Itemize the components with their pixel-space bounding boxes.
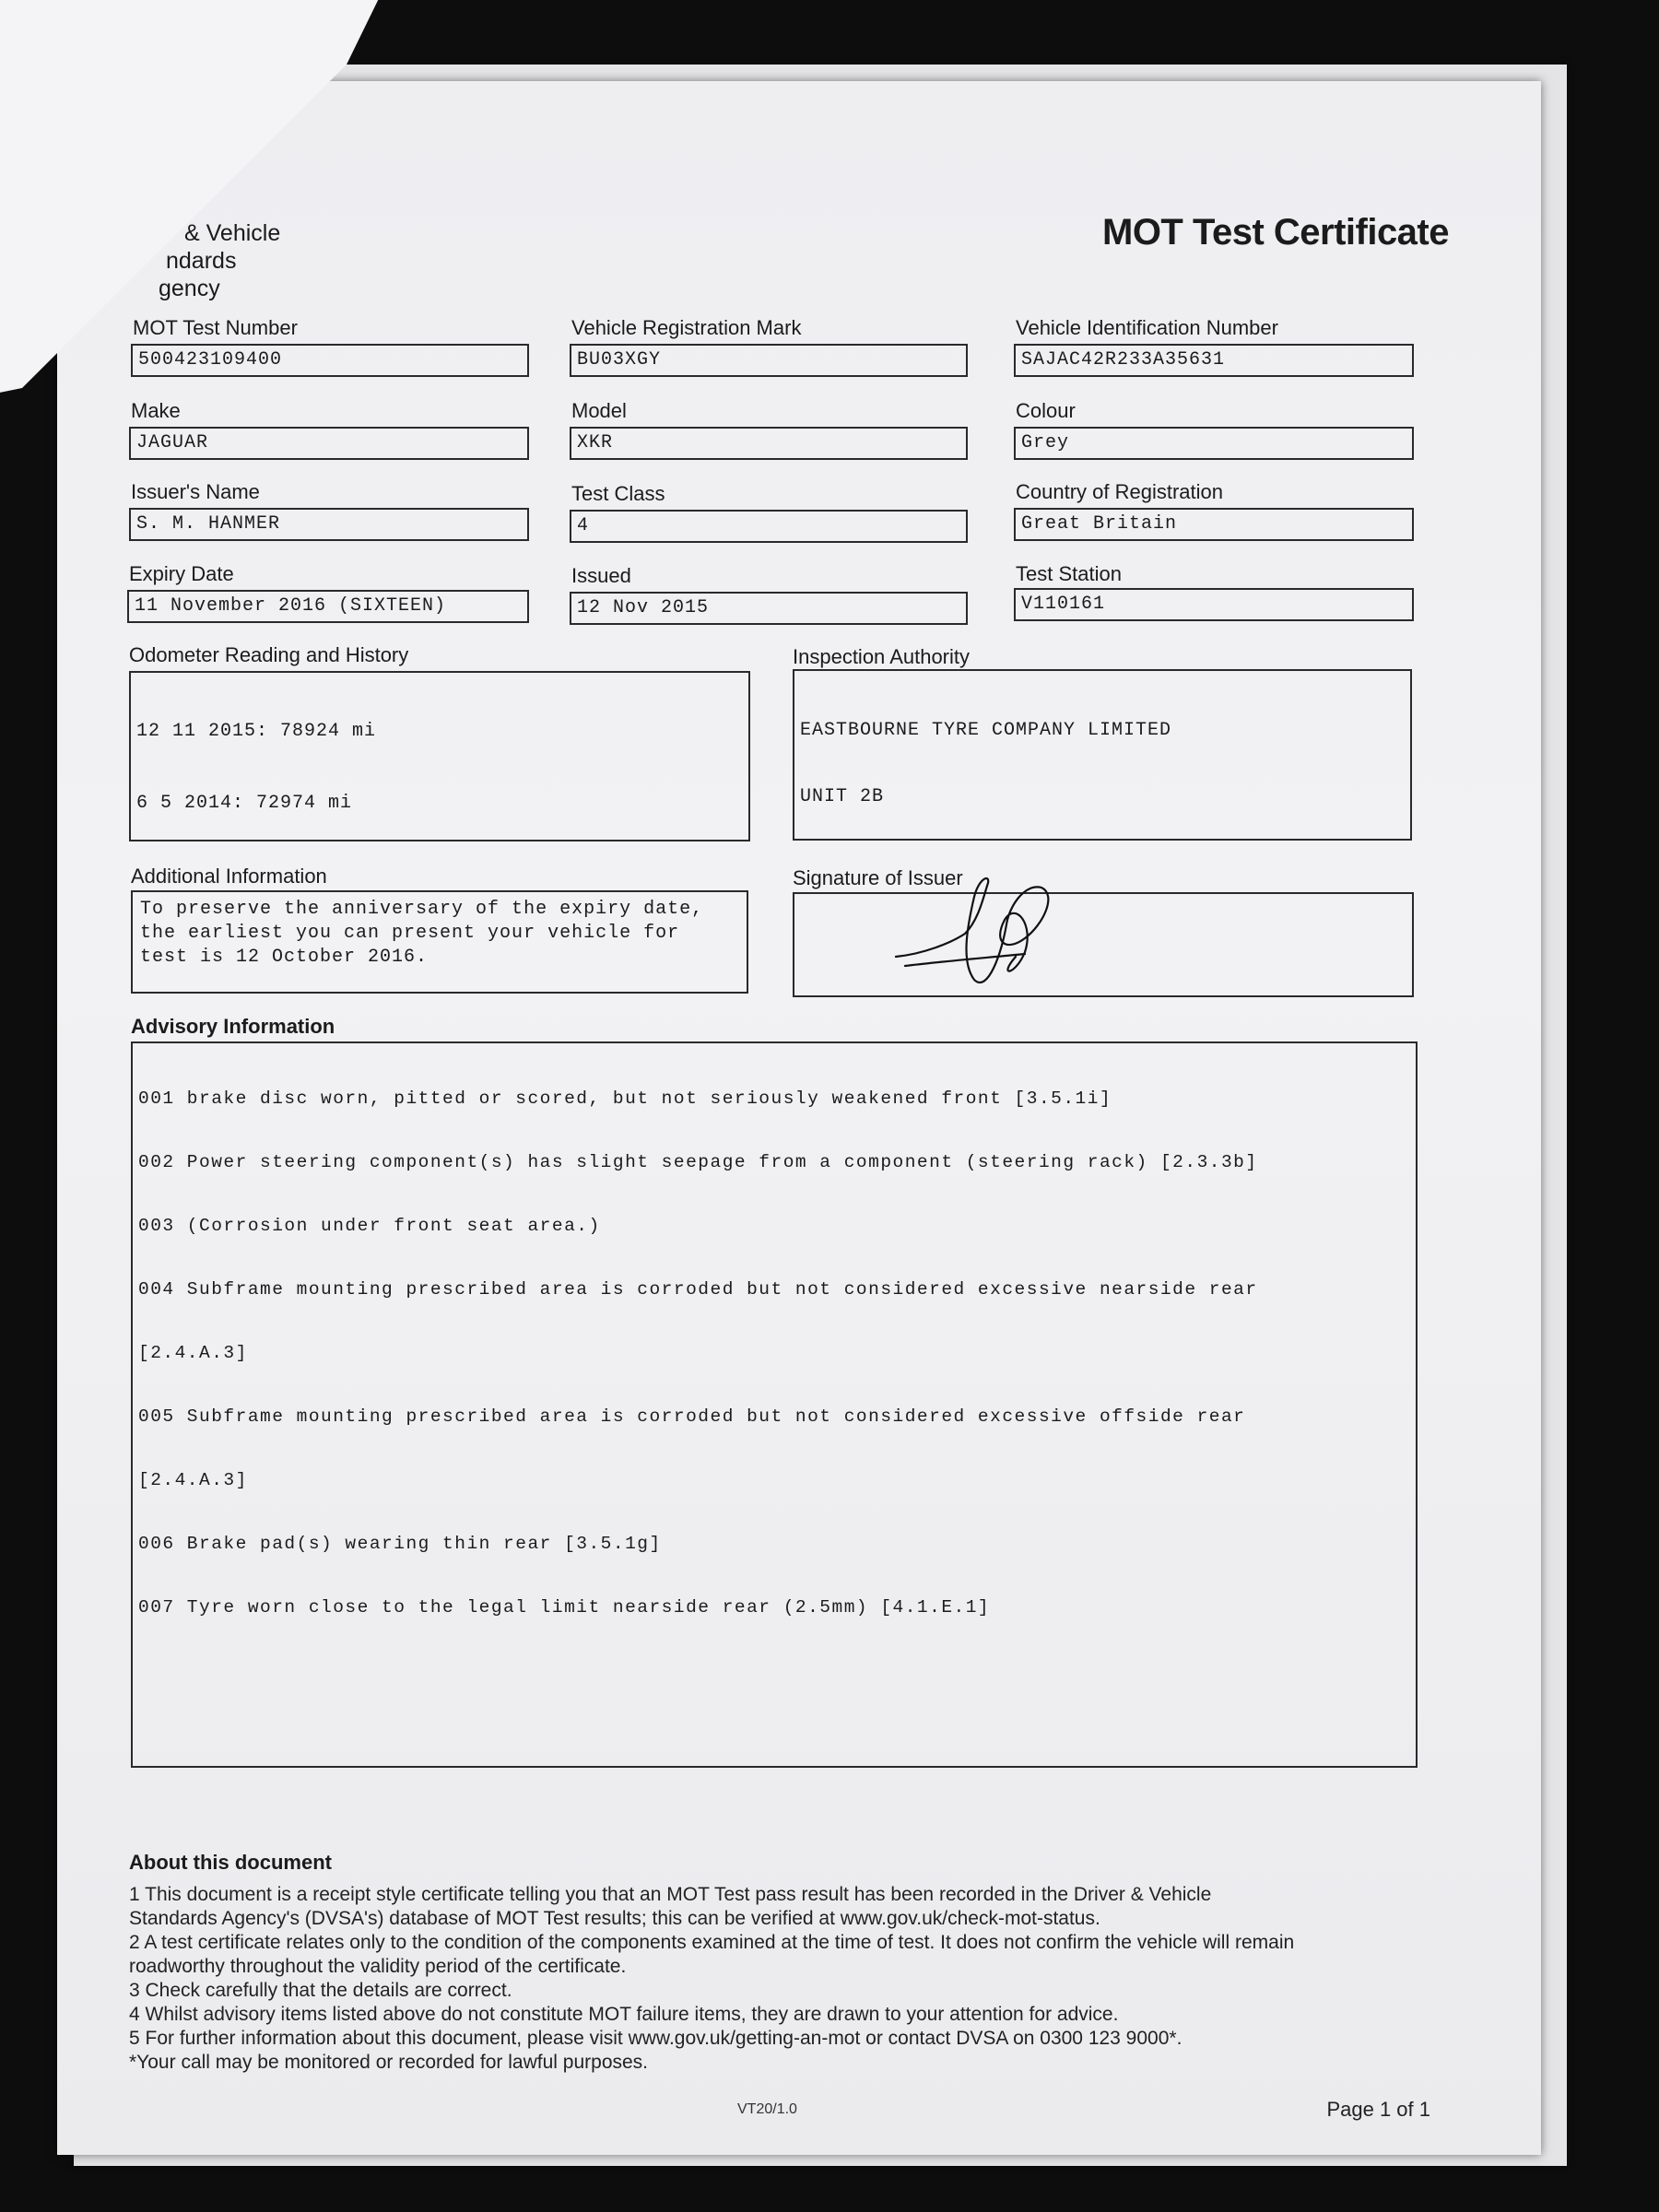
advisory-line: 007 Tyre worn close to the legal limit nearside rear (2.5mm) [4.1.E.1] xyxy=(138,1597,991,1618)
inspection-authority-label: Inspection Authority xyxy=(793,645,971,668)
mot-test-number-field: 500423109400 xyxy=(131,344,529,377)
address-line: UNIT 2B xyxy=(800,786,885,807)
odometer-history-box xyxy=(129,671,750,841)
about-text xyxy=(129,1883,1438,2075)
country-field: Great Britain xyxy=(1014,508,1414,541)
model-field: XKR xyxy=(570,427,968,460)
odometer-entry: 12 11 2015: 78924 mi xyxy=(136,721,377,742)
mot-test-number-label: MOT Test Number xyxy=(133,316,298,339)
agency-line-2: ndards xyxy=(166,248,237,274)
agency-line-1: & Vehicle xyxy=(184,220,281,246)
advisory-line: 002 Power steering component(s) has slight seepage from a component (steering rack) [2.3.3b] xyxy=(138,1152,1258,1172)
page-number: Page 1 of 1 xyxy=(1326,2098,1430,2121)
advisory-box xyxy=(131,1041,1418,1768)
vin-field: SAJAC42R233A35631 xyxy=(1014,344,1414,377)
expiry-date-field: 11 November 2016 (SIXTEEN) xyxy=(127,590,529,623)
colour-label: Colour xyxy=(1016,399,1076,422)
page-title: MOT Test Certificate xyxy=(1102,212,1449,253)
odometer-entry: 6 5 2014: 72974 mi xyxy=(136,793,353,814)
advisory-line: 003 (Corrosion under front seat area.) xyxy=(138,1216,601,1236)
about-line: 5 For further information about this document, please visit www.gov.uk/getting-an-mot or contact DVSA on 0300 123 9000*. xyxy=(129,2028,1182,2049)
test-station-label: Test Station xyxy=(1016,562,1122,585)
issuer-signature xyxy=(887,869,1089,998)
model-label: Model xyxy=(571,399,627,422)
form-code: VT20/1.0 xyxy=(737,2101,797,2117)
make-label: Make xyxy=(131,399,181,422)
about-line: 1 This document is a receipt style certificate telling you that an MOT Test pass result has been recorded in the Driver & Vehicle xyxy=(129,1884,1212,1905)
issued-label: Issued xyxy=(571,564,631,587)
about-line: 4 Whilst advisory items listed above do not constitute MOT failure items, they are drawn to your attention for advice. xyxy=(129,2004,1119,2025)
inspection-authority-box xyxy=(793,669,1412,841)
about-line: 3 Check carefully that the details are correct. xyxy=(129,1980,512,2001)
about-title: About this document xyxy=(129,1851,332,1874)
country-label: Country of Registration xyxy=(1016,480,1223,503)
registration-field: BU03XGY xyxy=(570,344,968,377)
colour-field: Grey xyxy=(1014,427,1414,460)
test-station-field: V110161 xyxy=(1014,588,1414,621)
agency-line-3: gency xyxy=(159,276,220,301)
address-line: EASTBOURNE TYRE COMPANY LIMITED xyxy=(800,720,1172,741)
test-class-label: Test Class xyxy=(571,482,665,505)
make-field: JAGUAR xyxy=(129,427,529,460)
odometer-label: Odometer Reading and History xyxy=(129,643,409,666)
advisory-line: 004 Subframe mounting prescribed area is corroded but not considered excessive nearside rear xyxy=(138,1279,1258,1300)
about-line: 2 A test certificate relates only to the condition of the components examined at the time of test. It does not confirm the vehicle will remain xyxy=(129,1932,1295,1953)
expiry-date-label: Expiry Date xyxy=(129,562,234,585)
issuer-name-label: Issuer's Name xyxy=(131,480,260,503)
additional-info-label: Additional Information xyxy=(131,865,327,888)
advisory-line: 005 Subframe mounting prescribed area is corroded but not considered excessive offside rear xyxy=(138,1406,1246,1427)
advisory-label: Advisory Information xyxy=(131,1015,335,1038)
advisory-line: [2.4.A.3] xyxy=(138,1470,248,1490)
about-line: roadworthy throughout the validity period of the certificate. xyxy=(129,1956,627,1977)
about-line: Standards Agency's (DVSA's) database of MOT Test results; this can be verified at www.gov.uk/check-mot-status. xyxy=(129,1908,1100,1929)
registration-label: Vehicle Registration Mark xyxy=(571,316,802,339)
test-class-field: 4 xyxy=(570,510,968,543)
mot-certificate-page xyxy=(57,81,1541,2155)
advisory-line: [2.4.A.3] xyxy=(138,1343,248,1363)
issued-field: 12 Nov 2015 xyxy=(570,592,968,625)
issuer-name-field: S. M. HANMER xyxy=(129,508,529,541)
advisory-line: 006 Brake pad(s) wearing thin rear [3.5.1g] xyxy=(138,1534,662,1554)
advisory-line: 001 brake disc worn, pitted or scored, but not seriously weakened front [3.5.1i] xyxy=(138,1088,1112,1109)
about-line: *Your call may be monitored or recorded for lawful purposes. xyxy=(129,2052,649,2073)
vin-label: Vehicle Identification Number xyxy=(1016,316,1278,339)
additional-info-box: To preserve the anniversary of the expiry date, the earliest you can present your vehicle for test is 12 October 2016. xyxy=(131,890,748,994)
signature-label: Signature of Issuer xyxy=(793,866,963,889)
